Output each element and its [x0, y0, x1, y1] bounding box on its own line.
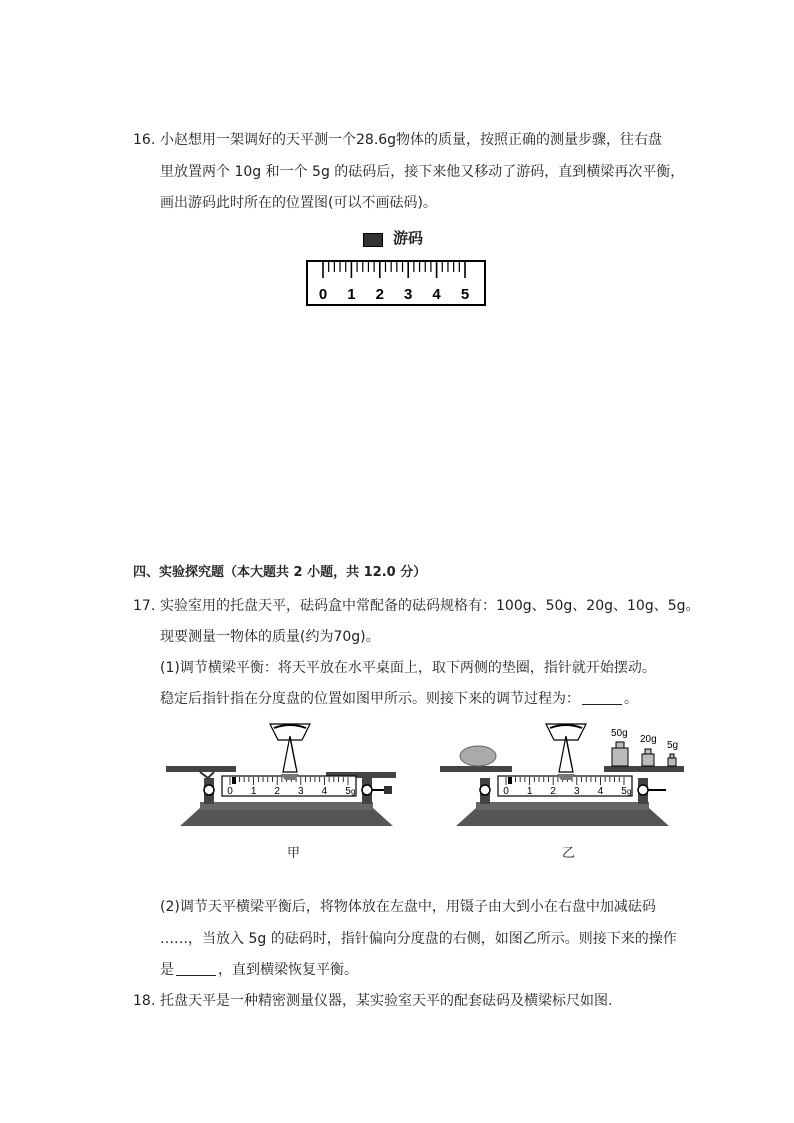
yi-right-pan [604, 766, 684, 772]
jia-left-knob [204, 785, 214, 795]
yi-left-knob [480, 785, 490, 795]
ruler-tick-label: 2 [375, 286, 384, 303]
jia-beam-label: 3 [298, 786, 304, 797]
yi-beam-label: 0 [503, 786, 509, 797]
question-16-line-3: 画出游码此时所在的位置图(可以不画砝码)。 [160, 195, 437, 211]
question-17-part-2-line-1: (2)调节天平横梁平衡后，将物体放在左盘中，用镊子由大到小在右盘中加减砝码 [160, 899, 656, 915]
ruler-tick-label: 5 [460, 286, 470, 303]
question-16-number: 16. [133, 132, 156, 148]
yi-weight-20g [642, 754, 654, 766]
yi-beam-label: 3 [574, 786, 580, 797]
ruler-tick-label: 1 [347, 286, 356, 303]
ruler-tick-label: 4 [432, 286, 441, 303]
answer-blank-1[interactable] [582, 690, 622, 705]
part-2-prompt: 是 [160, 962, 174, 978]
balance-yi [440, 724, 684, 826]
jia-beam-label: 1 [250, 786, 257, 797]
yi-base [456, 808, 669, 826]
yi-pointer [559, 736, 573, 772]
question-18-line-1: 托盘天平是一种精密测量仪器，某实验室天平的配套砝码及横梁标尺如图. [160, 993, 613, 1009]
yi-weight-label-50g: 50g [611, 728, 628, 739]
question-17-part-2-line-2: ……，当放入 5g 的砝码时，指针偏向分度盘的右侧，如图乙所示。则接下来的操作 [160, 931, 677, 947]
question-17-part-1-line-2 [160, 689, 638, 709]
jia-beam-label: 0 [227, 786, 233, 797]
yi-beam-label: 5 [621, 786, 627, 797]
jia-base-top [200, 802, 373, 810]
yi-beam-label: 1 [526, 786, 533, 797]
jia-pointer [283, 736, 297, 772]
jia-beam-label: 2 [274, 786, 280, 797]
answer-blank-2[interactable] [176, 961, 216, 976]
ruler-svg [305, 259, 490, 311]
jia-base [180, 808, 393, 826]
ruler-body [307, 261, 485, 305]
part-2-end: ，直到横梁恢复平衡。 [218, 962, 358, 978]
yi-weight-5g [668, 758, 676, 766]
part-1-prompt: 稳定后指针指在分度盘的位置如图甲所示。则接下来的调节过程为： [160, 691, 580, 707]
question-17-part-1-line-1: (1)调节横梁平衡：将天平放在水平桌面上，取下两侧的垫圈，指针就开始摆动。 [160, 660, 656, 676]
rider-label: 游码 [393, 229, 424, 247]
jia-right-knob [362, 785, 372, 795]
question-18-number: 18. [133, 993, 156, 1009]
balance-figures [0, 710, 794, 860]
jia-left-pan [166, 766, 236, 772]
yi-right-knob [638, 785, 648, 795]
question-17-part-2-line-3 [160, 960, 358, 980]
part-1-end: 。 [624, 691, 638, 707]
jia-rider [232, 777, 236, 784]
yi-unit: g [627, 787, 632, 796]
yi-weight-label-20g: 20g [640, 734, 657, 745]
ruler-tick-label: 0 [318, 286, 328, 303]
question-17-line-1: 实验室用的托盘天平，砝码盒中常配备的砝码规格有：100g、50g、20g、10g、5g。 [160, 598, 700, 614]
yi-weight-50g [612, 748, 628, 766]
balance-jia [166, 724, 396, 826]
jia-left-pan-hanger [200, 772, 214, 778]
rider-ruler-figure [305, 225, 490, 310]
yi-object [460, 746, 496, 766]
question-17-number: 17. [133, 598, 156, 614]
question-16-line-2: 里放置两个 10g 和一个 5g 的砝码后，接下来他又移动了游码，直到横梁再次平衡， [160, 164, 685, 180]
yi-base-top [476, 802, 649, 810]
yi-beam-label: 2 [550, 786, 556, 797]
rider-icon [363, 233, 383, 247]
yi-left-pan [440, 766, 512, 772]
question-16-line-1: 小赵想用一架调好的天平测一个28.6g物体的质量，按照正确的测量步骤，往右盘 [160, 132, 663, 148]
ruler-tick-label: 3 [404, 286, 413, 303]
yi-beam-label: 4 [597, 786, 604, 797]
yi-rider [508, 777, 512, 784]
jia-beam-label: 4 [321, 786, 328, 797]
question-17-line-2: 现要测量一物体的质量(约为70g)。 [160, 629, 380, 645]
figure-label-yi: 乙 [562, 846, 576, 861]
yi-weight-label-5g: 5g [667, 740, 679, 751]
section-4-title: 四、实验探究题（本大题共 2 小题，共 12.0 分） [133, 565, 427, 580]
figure-label-jia: 甲 [287, 846, 301, 861]
jia-unit: g [351, 787, 356, 796]
jia-beam-label: 5 [345, 786, 351, 797]
